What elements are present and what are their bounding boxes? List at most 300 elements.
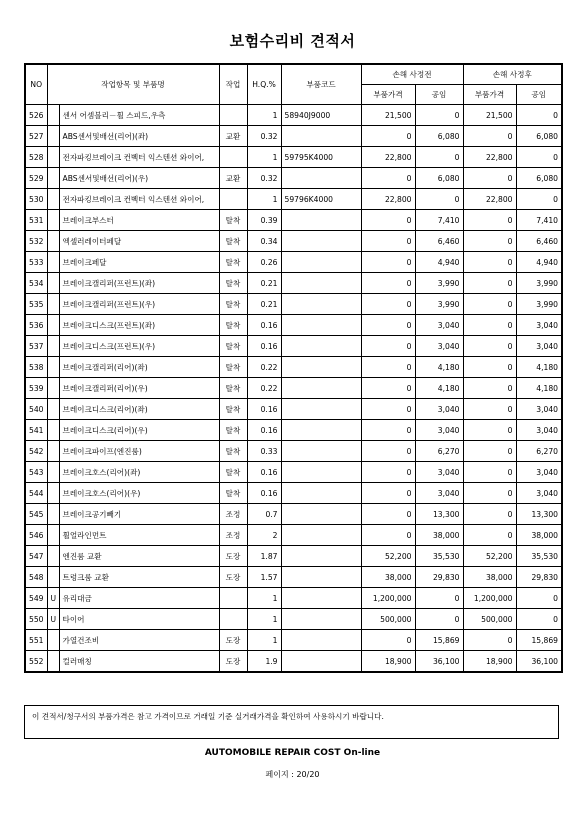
row-work-type: 탈착	[219, 462, 247, 483]
row-item-name: 브레이크파이프(엔진룸)	[59, 441, 219, 462]
row-item-name: 타이어	[59, 609, 219, 630]
row-hq: 1.57	[247, 567, 281, 588]
row-no: 548	[25, 567, 47, 588]
row-before-labor: 3,990	[415, 273, 463, 294]
row-flag	[47, 315, 59, 336]
row-flag	[47, 126, 59, 147]
row-after-labor: 13,300	[516, 504, 562, 525]
row-flag: U	[47, 588, 59, 609]
row-after-part-price: 0	[463, 126, 516, 147]
row-after-labor: 3,040	[516, 420, 562, 441]
row-work-type	[219, 105, 247, 126]
table-row	[25, 567, 562, 588]
row-item-name: 브레이크디스크(프런트)(우)	[59, 336, 219, 357]
row-after-part-price: 0	[463, 336, 516, 357]
row-work-type: 탈착	[219, 231, 247, 252]
row-hq: 0.16	[247, 336, 281, 357]
row-item-name: 브레이크공기빼기	[59, 504, 219, 525]
row-before-labor: 0	[415, 588, 463, 609]
row-part-code	[281, 315, 361, 336]
row-hq: 0.34	[247, 231, 281, 252]
row-flag	[47, 630, 59, 651]
row-flag	[47, 273, 59, 294]
row-after-labor: 3,040	[516, 399, 562, 420]
row-before-labor: 6,080	[415, 168, 463, 189]
row-work-type: 탈착	[219, 378, 247, 399]
header-no: NO	[25, 64, 47, 105]
row-part-code	[281, 630, 361, 651]
row-flag	[47, 483, 59, 504]
table-row	[25, 357, 562, 378]
row-item-name: 유리대금	[59, 588, 219, 609]
row-part-code: 58940J9000	[281, 105, 361, 126]
row-before-part-price: 52,200	[361, 546, 415, 567]
row-after-labor: 35,530	[516, 546, 562, 567]
row-part-code	[281, 483, 361, 504]
row-work-type: 도장	[219, 651, 247, 673]
row-part-code: 59796K4000	[281, 189, 361, 210]
estimate-table	[24, 63, 563, 673]
table-row	[25, 588, 562, 609]
table-row	[25, 462, 562, 483]
row-hq: 0.16	[247, 399, 281, 420]
header-hq: H.Q.%	[247, 64, 281, 105]
row-work-type: 조정	[219, 525, 247, 546]
row-item-name: 컬러매칭	[59, 651, 219, 673]
row-flag	[47, 252, 59, 273]
row-no: 549	[25, 588, 47, 609]
row-part-code	[281, 378, 361, 399]
row-no: 532	[25, 231, 47, 252]
row-flag	[47, 651, 59, 673]
table-row	[25, 525, 562, 546]
row-before-labor: 4,180	[415, 357, 463, 378]
row-hq: 0.16	[247, 462, 281, 483]
row-work-type	[219, 147, 247, 168]
row-hq: 0.16	[247, 315, 281, 336]
table-row	[25, 378, 562, 399]
row-no: 534	[25, 273, 47, 294]
row-flag	[47, 294, 59, 315]
row-flag	[47, 231, 59, 252]
row-after-part-price: 0	[463, 273, 516, 294]
row-flag	[47, 399, 59, 420]
row-flag	[47, 147, 59, 168]
row-part-code	[281, 525, 361, 546]
row-item-name: 브레이크페달	[59, 252, 219, 273]
row-flag	[47, 420, 59, 441]
header-before-adjustment: 손해 사정전	[361, 64, 463, 85]
table-row	[25, 336, 562, 357]
row-hq: 1	[247, 105, 281, 126]
row-hq: 1	[247, 147, 281, 168]
row-before-part-price: 0	[361, 231, 415, 252]
row-after-labor: 4,180	[516, 378, 562, 399]
row-part-code	[281, 567, 361, 588]
row-item-name: 엔진룸 교환	[59, 546, 219, 567]
row-flag	[47, 357, 59, 378]
row-after-part-price: 0	[463, 168, 516, 189]
row-after-part-price: 22,800	[463, 189, 516, 210]
header-after-labor: 공임	[516, 85, 562, 105]
row-part-code	[281, 231, 361, 252]
row-after-part-price: 0	[463, 315, 516, 336]
table-row	[25, 651, 562, 673]
row-after-labor: 3,990	[516, 273, 562, 294]
row-before-labor: 4,940	[415, 252, 463, 273]
table-row	[25, 546, 562, 567]
row-before-labor: 15,869	[415, 630, 463, 651]
row-before-part-price: 0	[361, 294, 415, 315]
row-work-type: 도장	[219, 546, 247, 567]
row-before-labor: 0	[415, 189, 463, 210]
header-after-part-price: 부품가격	[463, 85, 516, 105]
row-item-name: 브레이크디스크(리어)(좌)	[59, 399, 219, 420]
row-no: 543	[25, 462, 47, 483]
row-item-name: 브레이크캘리퍼(리어)(좌)	[59, 357, 219, 378]
row-after-part-price: 18,900	[463, 651, 516, 673]
table-row	[25, 252, 562, 273]
row-after-labor: 0	[516, 147, 562, 168]
table-row	[25, 231, 562, 252]
row-work-type: 탈착	[219, 273, 247, 294]
row-after-part-price: 500,000	[463, 609, 516, 630]
page-number: 페이지 : 20/20	[265, 770, 320, 779]
row-part-code	[281, 252, 361, 273]
row-no: 536	[25, 315, 47, 336]
row-no: 533	[25, 252, 47, 273]
row-before-part-price: 21,500	[361, 105, 415, 126]
row-after-labor: 38,000	[516, 525, 562, 546]
row-hq: 2	[247, 525, 281, 546]
footer-title: AUTOMOBILE REPAIR COST On-line	[204, 748, 381, 758]
row-part-code	[281, 168, 361, 189]
row-before-labor: 6,460	[415, 231, 463, 252]
row-before-part-price: 0	[361, 126, 415, 147]
row-no: 540	[25, 399, 47, 420]
row-before-part-price: 22,800	[361, 147, 415, 168]
row-after-labor: 3,040	[516, 462, 562, 483]
row-work-type: 탈착	[219, 210, 247, 231]
row-before-labor: 3,040	[415, 315, 463, 336]
header-work: 작업	[219, 64, 247, 105]
row-hq: 1	[247, 588, 281, 609]
row-before-part-price: 18,900	[361, 651, 415, 673]
row-no: 527	[25, 126, 47, 147]
row-item-name: 브레이크디스크(프런트)(좌)	[59, 315, 219, 336]
row-no: 535	[25, 294, 47, 315]
row-no: 537	[25, 336, 47, 357]
row-before-labor: 35,530	[415, 546, 463, 567]
row-hq: 0.39	[247, 210, 281, 231]
table-row	[25, 294, 562, 315]
row-hq: 1	[247, 609, 281, 630]
row-before-labor: 0	[415, 147, 463, 168]
row-before-part-price: 0	[361, 357, 415, 378]
row-flag	[47, 504, 59, 525]
row-flag	[47, 462, 59, 483]
row-before-labor: 6,080	[415, 126, 463, 147]
row-work-type	[219, 588, 247, 609]
row-after-labor: 3,040	[516, 315, 562, 336]
row-no: 550	[25, 609, 47, 630]
table-row	[25, 147, 562, 168]
estimate-rows	[25, 105, 562, 673]
table-row	[25, 609, 562, 630]
row-hq: 0.33	[247, 441, 281, 462]
row-before-labor: 3,040	[415, 420, 463, 441]
row-part-code	[281, 441, 361, 462]
table-row	[25, 399, 562, 420]
row-item-name: ABS센서및배선(리어)(좌)	[59, 126, 219, 147]
row-work-type: 탈착	[219, 441, 247, 462]
row-work-type: 탈착	[219, 483, 247, 504]
row-no: 539	[25, 378, 47, 399]
table-row	[25, 168, 562, 189]
row-before-labor: 0	[415, 105, 463, 126]
table-row	[25, 504, 562, 525]
row-work-type: 교환	[219, 126, 247, 147]
row-work-type: 교환	[219, 168, 247, 189]
row-before-labor: 0	[415, 609, 463, 630]
row-no: 528	[25, 147, 47, 168]
table-row	[25, 105, 562, 126]
row-work-type	[219, 189, 247, 210]
row-hq: 0.16	[247, 483, 281, 504]
row-after-part-price: 0	[463, 294, 516, 315]
row-before-part-price: 0	[361, 273, 415, 294]
row-item-name: 브레이크호스(리어)(좌)	[59, 462, 219, 483]
row-before-part-price: 0	[361, 504, 415, 525]
row-part-code	[281, 420, 361, 441]
row-before-part-price: 0	[361, 483, 415, 504]
row-part-code	[281, 294, 361, 315]
row-before-part-price: 0	[361, 420, 415, 441]
row-before-part-price: 0	[361, 315, 415, 336]
header-part-code: 부품코드	[281, 64, 361, 105]
row-part-code	[281, 357, 361, 378]
row-before-labor: 4,180	[415, 378, 463, 399]
row-item-name: 브레이크디스크(리어)(우)	[59, 420, 219, 441]
row-after-labor: 36,100	[516, 651, 562, 673]
row-no: 545	[25, 504, 47, 525]
row-after-part-price: 0	[463, 210, 516, 231]
row-item-name: 브레이크캘리퍼(리어)(우)	[59, 378, 219, 399]
row-item-name: 전자파킹브레이크 컨벡터 익스텐션 와이어,	[59, 189, 219, 210]
row-after-part-price: 0	[463, 252, 516, 273]
row-before-part-price: 0	[361, 252, 415, 273]
row-after-part-price: 0	[463, 504, 516, 525]
row-after-part-price: 0	[463, 525, 516, 546]
table-row	[25, 126, 562, 147]
row-before-part-price: 22,800	[361, 189, 415, 210]
row-item-name: 브레이크부스터	[59, 210, 219, 231]
row-before-part-price: 0	[361, 441, 415, 462]
row-before-labor: 3,040	[415, 483, 463, 504]
row-before-part-price: 0	[361, 378, 415, 399]
row-after-part-price: 22,800	[463, 147, 516, 168]
row-after-labor: 4,180	[516, 357, 562, 378]
row-no: 541	[25, 420, 47, 441]
table-row	[25, 273, 562, 294]
header-before-part-price: 부품가격	[361, 85, 415, 105]
row-item-name: 엑셀러레이터페달	[59, 231, 219, 252]
table-row	[25, 441, 562, 462]
row-work-type: 조정	[219, 504, 247, 525]
row-part-code: 59795K4000	[281, 147, 361, 168]
notice-text: 이 견적서/청구서의 부품가격은 참고 가격이므로 거래일 기준 실거래가격을 확인하여 사용하시기 바랍니다.	[32, 712, 384, 721]
row-part-code	[281, 588, 361, 609]
row-after-part-price: 0	[463, 420, 516, 441]
row-after-part-price: 1,200,000	[463, 588, 516, 609]
row-after-labor: 15,869	[516, 630, 562, 651]
row-after-labor: 3,990	[516, 294, 562, 315]
row-no: 538	[25, 357, 47, 378]
row-work-type: 도장	[219, 630, 247, 651]
row-flag	[47, 378, 59, 399]
table-row	[25, 420, 562, 441]
row-before-part-price: 0	[361, 210, 415, 231]
row-part-code	[281, 273, 361, 294]
row-before-labor: 3,040	[415, 336, 463, 357]
row-hq: 1	[247, 189, 281, 210]
row-flag	[47, 567, 59, 588]
row-after-labor: 3,040	[516, 483, 562, 504]
row-part-code	[281, 504, 361, 525]
row-after-labor: 0	[516, 105, 562, 126]
row-after-labor: 0	[516, 189, 562, 210]
row-after-labor: 0	[516, 609, 562, 630]
table-row	[25, 315, 562, 336]
row-after-labor: 3,040	[516, 336, 562, 357]
row-hq: 0.26	[247, 252, 281, 273]
row-hq: 0.7	[247, 504, 281, 525]
table-row	[25, 483, 562, 504]
row-flag	[47, 189, 59, 210]
row-flag	[47, 210, 59, 231]
notice-box	[24, 705, 559, 739]
row-hq: 0.32	[247, 126, 281, 147]
row-flag	[47, 105, 59, 126]
row-part-code	[281, 336, 361, 357]
row-part-code	[281, 399, 361, 420]
row-no: 544	[25, 483, 47, 504]
row-after-labor: 6,080	[516, 126, 562, 147]
row-work-type: 탈착	[219, 399, 247, 420]
table-row	[25, 210, 562, 231]
row-after-part-price: 38,000	[463, 567, 516, 588]
row-work-type: 탈착	[219, 252, 247, 273]
row-hq: 1	[247, 630, 281, 651]
row-after-part-price: 0	[463, 483, 516, 504]
row-before-part-price: 0	[361, 336, 415, 357]
row-after-part-price: 0	[463, 462, 516, 483]
row-after-labor: 29,830	[516, 567, 562, 588]
row-flag	[47, 441, 59, 462]
row-before-labor: 36,100	[415, 651, 463, 673]
row-after-labor: 6,080	[516, 168, 562, 189]
row-no: 552	[25, 651, 47, 673]
row-after-part-price: 0	[463, 441, 516, 462]
row-after-part-price: 21,500	[463, 105, 516, 126]
table-row	[25, 189, 562, 210]
row-hq: 1.87	[247, 546, 281, 567]
row-part-code	[281, 210, 361, 231]
row-work-type	[219, 609, 247, 630]
row-after-part-price: 0	[463, 357, 516, 378]
row-before-labor: 3,040	[415, 399, 463, 420]
row-no: 529	[25, 168, 47, 189]
row-before-labor: 29,830	[415, 567, 463, 588]
row-work-type: 탈착	[219, 294, 247, 315]
row-item-name: 센서 어셈블리－휠 스피드,우측	[59, 105, 219, 126]
row-before-labor: 6,270	[415, 441, 463, 462]
row-flag	[47, 525, 59, 546]
row-after-labor: 7,410	[516, 210, 562, 231]
row-hq: 0.22	[247, 378, 281, 399]
row-before-part-price: 1,200,000	[361, 588, 415, 609]
row-hq: 0.21	[247, 273, 281, 294]
row-after-part-price: 52,200	[463, 546, 516, 567]
row-after-labor: 4,940	[516, 252, 562, 273]
row-item-name: 브레이크호스(리어)(우)	[59, 483, 219, 504]
row-before-labor: 3,990	[415, 294, 463, 315]
table-row	[25, 630, 562, 651]
header-before-labor: 공임	[415, 85, 463, 105]
row-part-code	[281, 546, 361, 567]
row-item-name: 가열건조비	[59, 630, 219, 651]
row-part-code	[281, 462, 361, 483]
row-before-part-price: 500,000	[361, 609, 415, 630]
row-item-name: 브레이크캘리퍼(프런트)(우)	[59, 294, 219, 315]
row-after-part-price: 0	[463, 231, 516, 252]
row-before-labor: 7,410	[415, 210, 463, 231]
row-no: 530	[25, 189, 47, 210]
row-after-part-price: 0	[463, 378, 516, 399]
row-after-labor: 6,460	[516, 231, 562, 252]
row-part-code	[281, 126, 361, 147]
row-after-labor: 0	[516, 588, 562, 609]
row-flag	[47, 546, 59, 567]
row-work-type: 탈착	[219, 420, 247, 441]
row-after-part-price: 0	[463, 399, 516, 420]
document-title: 보험수리비 견적서	[229, 32, 356, 50]
row-no: 546	[25, 525, 47, 546]
row-before-labor: 13,300	[415, 504, 463, 525]
row-no: 551	[25, 630, 47, 651]
row-part-code	[281, 609, 361, 630]
row-flag: U	[47, 609, 59, 630]
row-work-type: 탈착	[219, 336, 247, 357]
row-before-part-price: 0	[361, 168, 415, 189]
row-before-part-price: 38,000	[361, 567, 415, 588]
row-after-labor: 6,270	[516, 441, 562, 462]
row-hq: 1.9	[247, 651, 281, 673]
row-no: 531	[25, 210, 47, 231]
row-no: 526	[25, 105, 47, 126]
row-before-part-price: 0	[361, 630, 415, 651]
row-hq: 0.16	[247, 420, 281, 441]
row-hq: 0.22	[247, 357, 281, 378]
header-item: 작업항목 및 부품명	[47, 64, 219, 105]
row-part-code	[281, 651, 361, 673]
row-after-part-price: 0	[463, 630, 516, 651]
row-flag	[47, 168, 59, 189]
row-item-name: 휠얼라인먼트	[59, 525, 219, 546]
row-work-type: 탈착	[219, 357, 247, 378]
row-hq: 0.32	[247, 168, 281, 189]
row-item-name: 트렁크룸 교환	[59, 567, 219, 588]
